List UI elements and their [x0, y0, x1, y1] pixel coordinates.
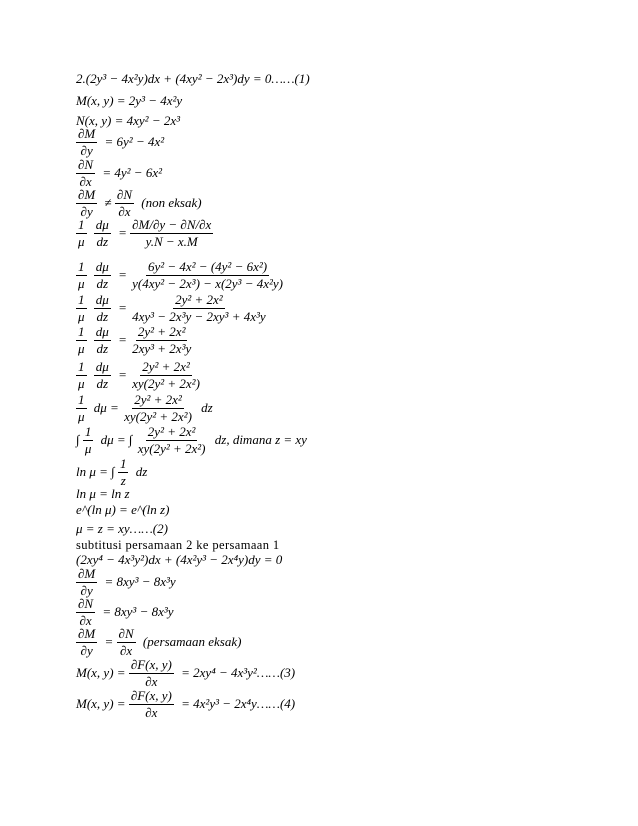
fraction [118, 457, 129, 487]
denominator: xy(2y² + 2x²) [132, 375, 200, 391]
denominator: y.N − x.M [145, 233, 198, 249]
equation-line-16 [76, 503, 169, 516]
numerator: ∂M [78, 187, 96, 202]
fraction [117, 627, 136, 657]
equation-rest: M(x, y) = [76, 696, 126, 712]
equation-rest: ≠ [104, 195, 112, 211]
numerator: 1 [78, 324, 85, 339]
numerator: dμ [95, 292, 109, 307]
denominator: ∂y [80, 203, 93, 219]
fraction [94, 360, 111, 390]
fraction [76, 567, 97, 597]
equation-line-24 [76, 689, 295, 719]
equation-line-22 [76, 627, 241, 657]
fraction [94, 218, 111, 248]
text-line-18 [76, 538, 280, 553]
denominator: ∂x [120, 642, 133, 658]
denominator: μ [78, 275, 85, 291]
equation-rest: dμ = [93, 400, 119, 416]
fraction [130, 360, 202, 390]
fraction [76, 325, 87, 355]
denominator: ∂x [79, 612, 92, 628]
equation-line-11 [76, 360, 206, 390]
equation-line-5 [76, 158, 162, 188]
denominator: dz [96, 233, 109, 249]
numerator: dμ [95, 359, 109, 374]
equation-line-9 [76, 293, 272, 323]
fraction [76, 260, 87, 290]
numerator: 1 [78, 292, 85, 307]
numerator: ∂N [78, 596, 94, 611]
numerator: ∂N [116, 187, 133, 202]
fraction [122, 393, 194, 423]
equation-line-15 [76, 487, 130, 500]
numerator: 2y² + 2x² [137, 324, 186, 339]
fraction [76, 393, 87, 423]
fraction [76, 360, 87, 390]
denominator: xy(2y² + 2x²) [137, 440, 206, 456]
denominator: ∂y [80, 642, 93, 658]
fraction [94, 293, 111, 323]
equation-rest: dμ = ∫ [100, 432, 133, 448]
numerator: 2y² + 2x² [142, 359, 190, 374]
equation-rest: = 4x²y³ − 2x⁴y……(4) [181, 696, 296, 712]
fraction [136, 425, 208, 455]
equation-line-14 [76, 457, 147, 487]
equation-line-7 [76, 218, 217, 248]
equation-text: e^(ln μ) = e^(ln z) [76, 502, 170, 517]
equation-line-12 [76, 393, 213, 423]
integral-sign: ∫ [76, 432, 80, 448]
numerator: 6y² − 4x² − (4y² − 6x²) [147, 259, 268, 274]
fraction [94, 325, 111, 355]
fraction [76, 597, 95, 627]
denominator: ∂x [118, 203, 131, 219]
denominator: μ [78, 408, 85, 424]
equation-line-1 [76, 72, 310, 85]
equation-line-23 [76, 658, 295, 688]
denominator: μ [78, 375, 85, 391]
denominator: 2xy³ + 2x³y [132, 340, 192, 356]
denominator: y(4xy² − 2x³) − x(2y³ − 4x²y) [132, 275, 283, 291]
numerator: ∂M [78, 566, 96, 581]
equals-sign: = [118, 367, 127, 383]
equation-line-8 [76, 260, 289, 290]
denominator: ∂x [145, 704, 158, 720]
denominator: ∂y [80, 582, 93, 598]
paragraph-text: subtitusi persamaan 2 ke persamaan 1 [76, 538, 280, 552]
numerator: 2y² + 2x² [175, 292, 223, 307]
equals-sign: = [118, 267, 127, 283]
numerator: 1 [84, 424, 92, 439]
numerator: ∂M [78, 126, 96, 141]
numerator: 1 [78, 217, 85, 232]
denominator: μ [84, 440, 92, 456]
equals-sign: = [104, 634, 114, 650]
equals-sign: = [118, 332, 127, 348]
denominator: dz [96, 340, 109, 356]
equation-rest: dz [135, 464, 148, 480]
numerator: dμ [95, 259, 109, 274]
numerator: 1 [119, 456, 127, 471]
equation-rest: dz [201, 400, 213, 416]
fraction [115, 188, 134, 218]
equation-rest: M(x, y) = [76, 665, 126, 681]
fraction [76, 218, 87, 248]
equation-rest: ln μ = ∫ [76, 464, 115, 480]
numerator: dμ [95, 324, 109, 339]
denominator: ∂x [79, 173, 92, 189]
denominator: μ [78, 308, 85, 324]
numerator: ∂N [118, 626, 134, 641]
fraction [130, 293, 268, 323]
denominator: dz [96, 308, 109, 324]
fraction [130, 260, 285, 290]
denominator: dz [96, 275, 109, 291]
equals-sign: = [118, 225, 127, 241]
denominator: z [120, 472, 126, 488]
equation-text: M(x, y) = 2y³ − 4x²y [76, 93, 183, 108]
denominator: ∂x [145, 673, 158, 689]
equals-sign: = [118, 300, 127, 316]
fraction [129, 689, 174, 719]
equation-rest: = 2xy⁴ − 4x³y²……(3) [181, 665, 296, 681]
numerator: 2y² + 2x² [147, 424, 196, 439]
equation-text: ln μ = ln z [76, 486, 130, 501]
numerator: 1 [78, 392, 85, 407]
equation-text: (2xy⁴ − 4x³y²)dx + (4x²y³ − 2x⁴y)dy = 0 [76, 552, 283, 567]
equation-line-17 [76, 522, 168, 535]
numerator: ∂F(x, y) [130, 688, 172, 703]
equation-line-10 [76, 325, 197, 355]
numerator: dμ [95, 217, 109, 232]
fraction [130, 218, 213, 248]
equation-text: μ = z = xy……(2) [76, 521, 168, 536]
fraction [129, 658, 174, 688]
denominator: μ [78, 340, 85, 356]
equation-line-2 [76, 94, 182, 107]
equation-line-6 [76, 188, 202, 218]
fraction [94, 260, 111, 290]
equation-rest: = 6y² − 4x² [104, 134, 165, 150]
numerator: 1 [78, 359, 85, 374]
denominator: 4xy³ − 2x³y − 2xy³ + 4x³y [132, 308, 266, 324]
equation-line-13 [76, 425, 307, 455]
numerator: 1 [78, 259, 85, 274]
fraction [76, 127, 97, 157]
equation-rest: = 8xy³ − 8x³y [102, 604, 174, 620]
equation-rest: = 4y² − 6x² [102, 165, 162, 181]
fraction [76, 158, 95, 188]
equation-rest: dz, dimana z = xy [214, 432, 307, 448]
fraction [76, 293, 87, 323]
denominator: dz [96, 375, 109, 391]
equation-text: N(x, y) = 4xy² − 2x³ [76, 113, 181, 128]
denominator: xy(2y² + 2x²) [124, 408, 192, 424]
numerator: ∂M/∂y − ∂N/∂x [132, 217, 212, 232]
annotation-text: (persamaan eksak) [142, 634, 242, 650]
equation-line-20 [76, 567, 176, 597]
equation-line-19 [76, 553, 282, 566]
fraction [83, 425, 94, 455]
denominator: ∂y [80, 142, 93, 158]
denominator: μ [78, 233, 85, 249]
numerator: ∂N [78, 157, 94, 172]
annotation-text: (non eksak) [141, 195, 202, 211]
equation-line-21 [76, 597, 174, 627]
fraction [130, 325, 193, 355]
equation-text: 2.(2y³ − 4x²y)dx + (4xy² − 2x³)dy = 0……(1) [76, 71, 310, 86]
fraction [76, 627, 97, 657]
numerator: ∂M [78, 626, 96, 641]
equation-line-4 [76, 127, 164, 157]
equation-rest: = 8xy³ − 8x³y [104, 574, 176, 590]
numerator: 2y² + 2x² [134, 392, 182, 407]
numerator: ∂F(x, y) [130, 657, 172, 672]
fraction [76, 188, 97, 218]
